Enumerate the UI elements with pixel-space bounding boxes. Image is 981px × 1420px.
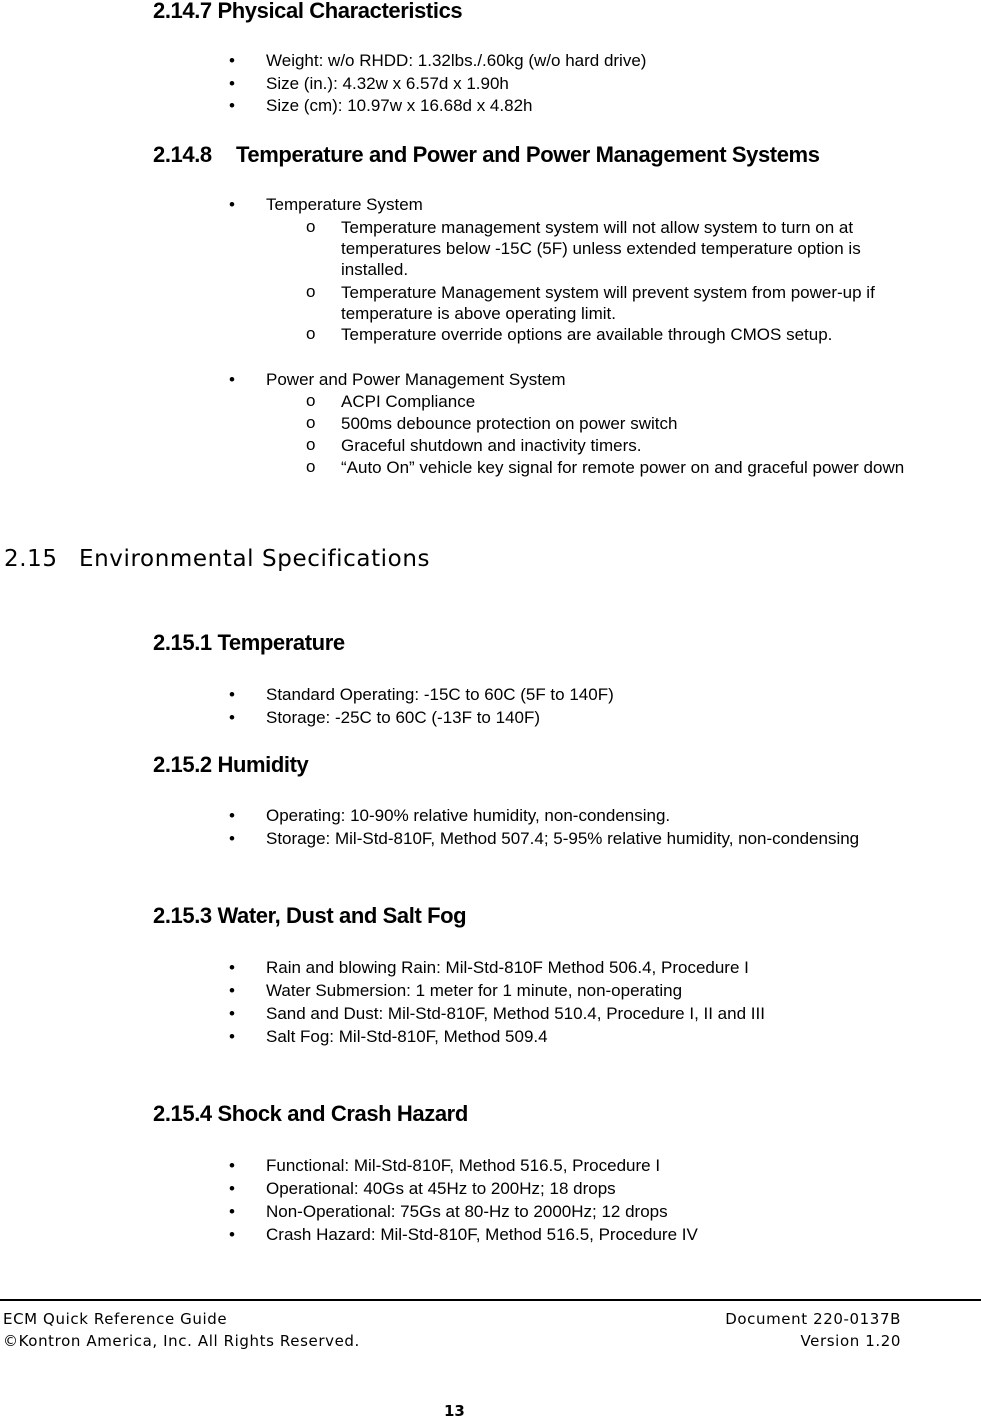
- sub-bullet-icon: o: [306, 282, 316, 301]
- bullet-icon: •: [229, 74, 235, 93]
- list-item: Operating: 10-90% relative humidity, non-condensing.: [266, 806, 671, 825]
- heading-2-14-8-number: 2.14.8: [153, 142, 212, 167]
- bullet-icon: •: [229, 1027, 235, 1046]
- bullet-icon: •: [229, 370, 235, 389]
- list-item: Storage: Mil-Std-810F, Method 507.4; 5-95% relative humidity, non-condensing: [266, 829, 860, 848]
- bullet-icon: •: [229, 829, 235, 848]
- heading-2-15-3: 2.15.3 Water, Dust and Salt Fog: [153, 903, 467, 928]
- sub-bullet-icon: o: [306, 217, 316, 236]
- footer-version: Version 1.20: [800, 1332, 901, 1350]
- bullet-icon: •: [229, 1004, 235, 1023]
- list-item: Weight: w/o RHDD: 1.32lbs./.60kg (w/o hard drive): [266, 51, 647, 70]
- bullet-icon: •: [229, 1179, 235, 1198]
- heading-2-15-number: 2.15: [4, 546, 58, 572]
- sub-bullet-icon: o: [306, 435, 316, 454]
- sub-bullet-icon: o: [306, 324, 316, 343]
- list-item: Sand and Dust: Mil-Std-810F, Method 510.4, Procedure I, II and III: [266, 1004, 765, 1023]
- bullet-icon: •: [229, 1225, 235, 1244]
- list-item: Operational: 40Gs at 45Hz to 200Hz; 18 drops: [266, 1179, 616, 1198]
- bullet-icon: •: [229, 806, 235, 825]
- sub-bullet-icon: o: [306, 413, 316, 432]
- sub-list-item: 500ms debounce protection on power switch: [341, 414, 678, 433]
- bullet-icon: •: [229, 958, 235, 977]
- bullet-icon: •: [229, 685, 235, 704]
- bullet-icon: •: [229, 1202, 235, 1221]
- sub-list-item-line: Temperature Management system will prevent system from power-up if: [341, 283, 875, 302]
- page-number: 13: [444, 1402, 465, 1420]
- list-item: Salt Fog: Mil-Std-810F, Method 509.4: [266, 1027, 548, 1046]
- bullet-icon: •: [229, 51, 235, 70]
- bullet-icon: •: [229, 1156, 235, 1175]
- list-item-power-system: Power and Power Management System: [266, 370, 566, 389]
- footer-document-number: Document 220-0137B: [725, 1310, 901, 1328]
- list-item: Non-Operational: 75Gs at 80-Hz to 2000Hz; 12 drops: [266, 1202, 668, 1221]
- heading-2-14-8-title: Temperature and Power and Power Management Systems: [236, 142, 820, 167]
- list-item: Rain and blowing Rain: Mil-Std-810F Method 506.4, Procedure I: [266, 958, 749, 977]
- heading-2-15-1: 2.15.1 Temperature: [153, 630, 345, 655]
- sub-bullet-icon: o: [306, 457, 316, 476]
- list-item: Size (cm): 10.97w x 16.68d x 4.82h: [266, 96, 533, 115]
- heading-2-15-title: Environmental Specifications: [79, 546, 431, 572]
- sub-list-item: Temperature override options are available through CMOS setup.: [341, 325, 833, 344]
- heading-2-15-2: 2.15.2 Humidity: [153, 752, 309, 777]
- sub-list-item: “Auto On” vehicle key signal for remote power on and graceful power down: [341, 458, 905, 477]
- bullet-icon: •: [229, 708, 235, 727]
- bullet-icon: •: [229, 96, 235, 115]
- sub-list-item: ACPI Compliance: [341, 392, 476, 411]
- footer-guide-title: ECM Quick Reference Guide: [3, 1310, 228, 1328]
- bullet-icon: •: [229, 195, 235, 214]
- sub-bullet-icon: o: [306, 391, 316, 410]
- footer-divider: [0, 1299, 981, 1301]
- sub-list-item-line: Temperature management system will not allow system to turn on at: [341, 218, 854, 237]
- heading-2-14-7: 2.14.7 Physical Characteristics: [153, 0, 463, 23]
- footer-copyright: ©Kontron America, Inc. All Rights Reserved.: [3, 1332, 360, 1350]
- sub-list-item: Graceful shutdown and inactivity timers.: [341, 436, 642, 455]
- sub-list-item-line: temperature is above operating limit.: [341, 304, 616, 323]
- list-item-temperature-system: Temperature System: [266, 195, 423, 214]
- sub-list-item-line: installed.: [341, 260, 409, 279]
- list-item: Water Submersion: 1 meter for 1 minute, non-operating: [266, 981, 683, 1000]
- list-item: Crash Hazard: Mil-Std-810F, Method 516.5, Procedure IV: [266, 1225, 698, 1244]
- list-item: Storage: -25C to 60C (-13F to 140F): [266, 708, 541, 727]
- sub-list-item-line: temperatures below -15C (5F) unless extended temperature option is: [341, 239, 861, 258]
- heading-2-15-4: 2.15.4 Shock and Crash Hazard: [153, 1101, 468, 1126]
- bullet-icon: •: [229, 981, 235, 1000]
- list-item: Standard Operating: -15C to 60C (5F to 140F): [266, 685, 614, 704]
- list-item: Size (in.): 4.32w x 6.57d x 1.90h: [266, 74, 509, 93]
- list-item: Functional: Mil-Std-810F, Method 516.5, Procedure I: [266, 1156, 661, 1175]
